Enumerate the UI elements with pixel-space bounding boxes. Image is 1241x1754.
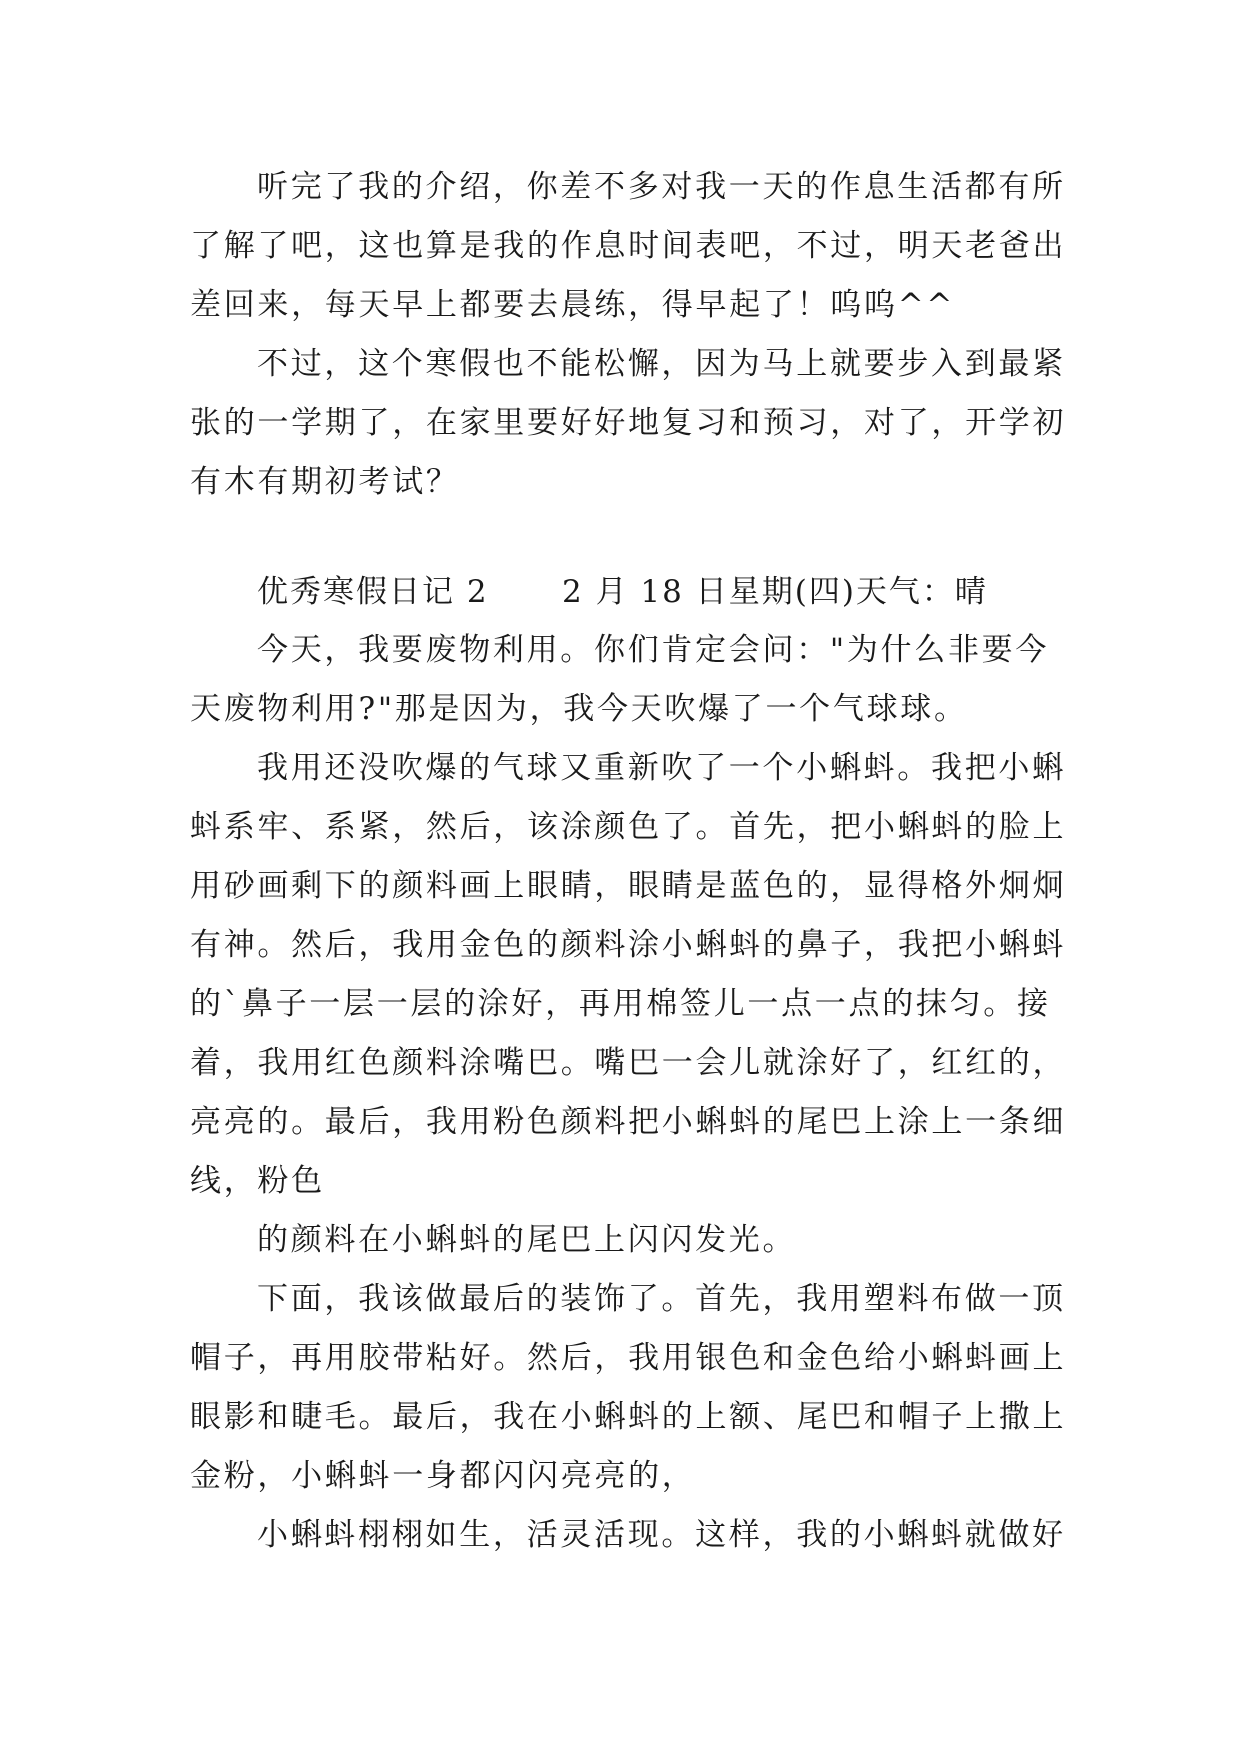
text-line: 亮亮的。最后，我用粉色颜料把小蝌蚪的尾巴上涂上一条细 xyxy=(190,1104,1067,1140)
text-line: 我用还没吹爆的气球又重新吹了一个小蝌蚪。我把小蝌 xyxy=(257,750,1066,786)
text-line: 今天，我要废物利用。你们肯定会问："为什么非要今 xyxy=(257,632,1050,668)
text-line: 天废物利用?"那是因为，我今天吹爆了一个气球球。 xyxy=(190,691,968,727)
diary-date-weather: 2 月 18 日星期(四)天气：晴 xyxy=(562,574,988,610)
text-line: 的颜料在小蝌蚪的尾巴上闪闪发光。 xyxy=(257,1222,797,1258)
text-line: 用砂画剩下的颜料画上眼睛，眼睛是蓝色的，显得格外炯炯 xyxy=(190,868,1067,904)
text-line: 着，我用红色颜料涂嘴巴。嘴巴一会儿就涂好了，红红的， xyxy=(190,1045,1067,1081)
text-line: 线，粉色 xyxy=(190,1163,325,1199)
text-line: 的`鼻子一层一层的涂好，再用棉签儿一点一点的抹匀。接 xyxy=(190,986,1051,1022)
text-line: 小蝌蚪栩栩如生，活灵活现。这样，我的小蝌蚪就做好 xyxy=(257,1517,1066,1553)
text-line: 有木有期初考试？ xyxy=(190,464,460,500)
text-line: 有神。然后，我用金色的颜料涂小蝌蚪的鼻子，我把小蝌蚪 xyxy=(190,927,1067,963)
text-line: 金粉，小蝌蚪一身都闪闪亮亮的， xyxy=(190,1458,696,1494)
text-line: 张的一学期了，在家里要好好地复习和预习，对了，开学初 xyxy=(190,405,1067,441)
text-line: 蚪系牢、系紧，然后，该涂颜色了。首先，把小蝌蚪的脸上 xyxy=(190,809,1067,845)
diary-title: 优秀寒假日记 2 xyxy=(257,574,489,610)
text-line: 眼影和睫毛。最后，我在小蝌蚪的上额、尾巴和帽子上撒上 xyxy=(190,1399,1067,1435)
text-line: 差回来，每天早上都要去晨练，得早起了！呜呜^^ xyxy=(190,287,956,323)
text-line: 听完了我的介绍，你差不多对我一天的作息生活都有所 xyxy=(257,169,1066,205)
text-line: 帽子，再用胶带粘好。然后，我用银色和金色给小蝌蚪画上 xyxy=(190,1340,1067,1376)
text-line: 不过，这个寒假也不能松懈，因为马上就要步入到最紧 xyxy=(257,346,1066,382)
text-line: 了解了吧，这也算是我的作息时间表吧，不过，明天老爸出 xyxy=(190,228,1067,264)
text-line: 下面，我该做最后的装饰了。首先，我用塑料布做一顶 xyxy=(257,1281,1066,1317)
